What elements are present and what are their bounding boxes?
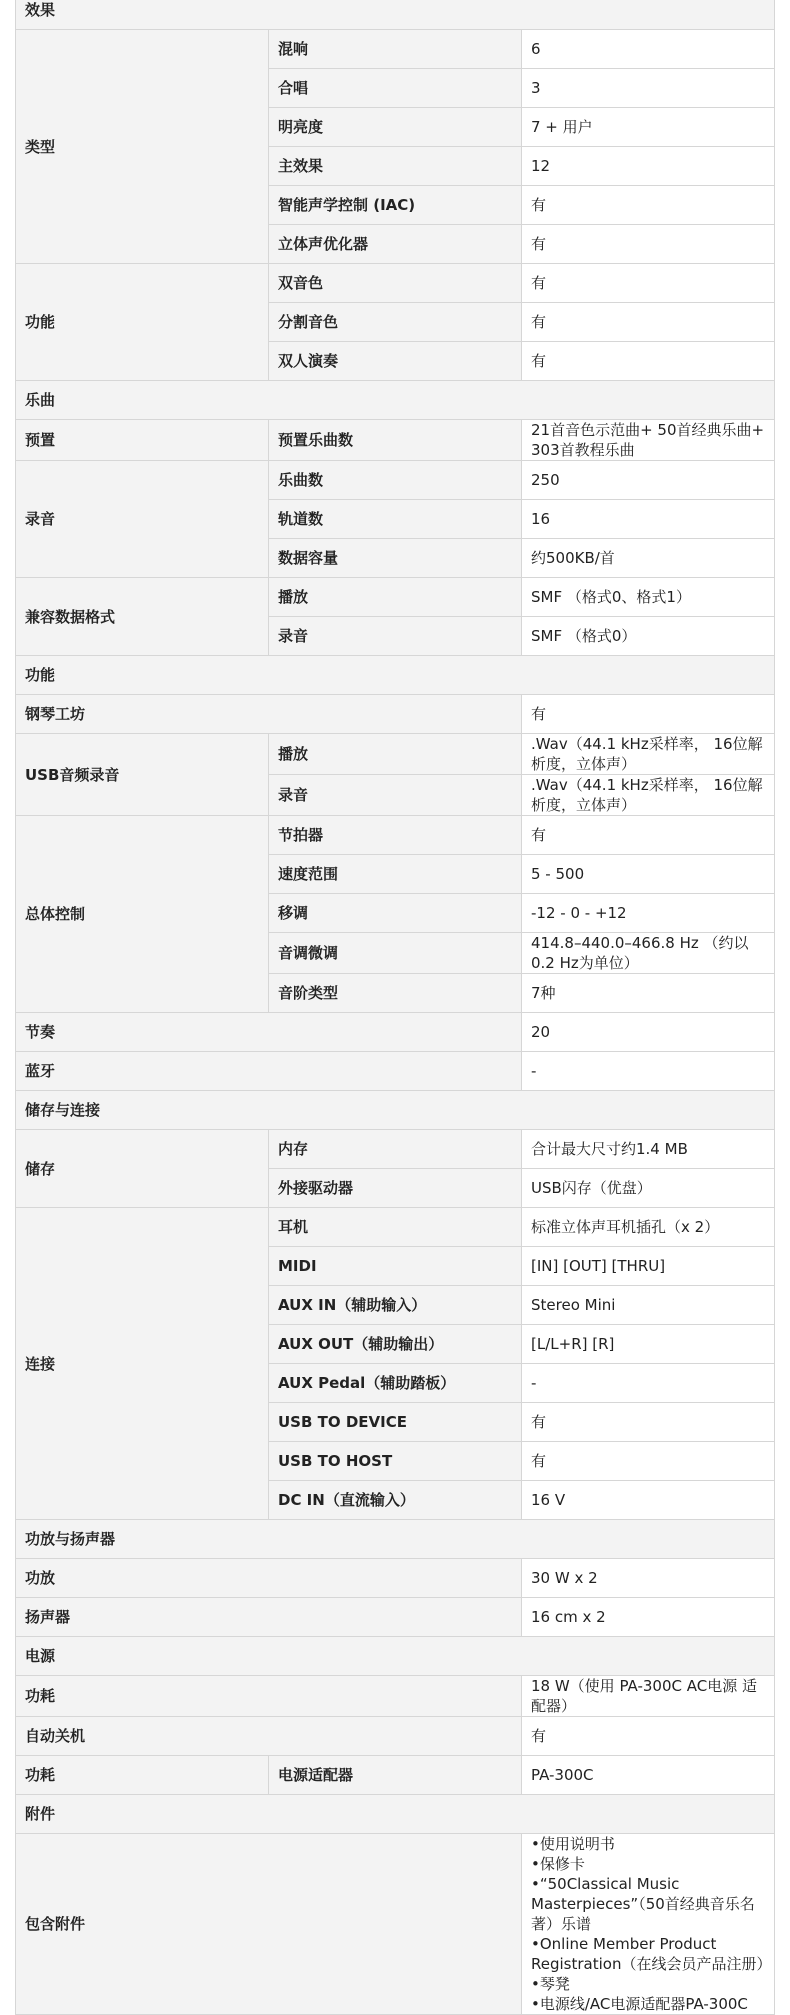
spec-value: 21首音色示范曲+ 50首经典乐曲+ 303首教程乐曲: [522, 420, 775, 461]
spec-row: [16, 1130, 775, 1169]
spec-row: [16, 461, 775, 500]
spec-value: 5 - 500: [522, 855, 775, 894]
spec-name: USB TO DEVICE: [269, 1403, 522, 1442]
group-label: 钢琴工坊: [16, 695, 522, 734]
group-label: 包含附件: [16, 1834, 522, 2015]
spec-value: 约500KB/首: [522, 539, 775, 578]
spec-value: 有: [522, 342, 775, 381]
spec-value: 合计最大尺寸约1.4 MB: [522, 1130, 775, 1169]
spec-value: 16 V: [522, 1481, 775, 1520]
spec-row: [16, 1598, 775, 1637]
spec-row: [16, 264, 775, 303]
group-label: 储存: [16, 1130, 269, 1208]
spec-value: -12 - 0 - +12: [522, 894, 775, 933]
spec-value: 12: [522, 147, 775, 186]
spec-value: USB闪存（优盘）: [522, 1169, 775, 1208]
spec-name: AUX Pedal（辅助踏板）: [269, 1364, 522, 1403]
section-title: 效果: [16, 0, 775, 30]
spec-value: 有: [522, 303, 775, 342]
group-label: 自动关机: [16, 1717, 522, 1756]
group-label: 功耗: [16, 1676, 522, 1717]
spec-row: [16, 1052, 775, 1091]
spec-name: 明亮度: [269, 108, 522, 147]
spec-value: 有: [522, 695, 775, 734]
spec-value: 414.8–440.0–466.8 Hz （约以0.2 Hz为单位）: [522, 933, 775, 974]
spec-name: 主效果: [269, 147, 522, 186]
spec-value: [IN] [OUT] [THRU]: [522, 1247, 775, 1286]
spec-name: 音阶类型: [269, 974, 522, 1013]
spec-row: [16, 1559, 775, 1598]
spec-name: 录音: [269, 775, 522, 816]
group-label: 功耗: [16, 1756, 269, 1795]
spec-value: .Wav（44.1 kHz采样率， 16位解析度，立体声）: [522, 734, 775, 775]
group-label: 兼容数据格式: [16, 578, 269, 656]
spec-value: 有: [522, 186, 775, 225]
spec-value: 7种: [522, 974, 775, 1013]
spec-value: 3: [522, 69, 775, 108]
section-title: 储存与连接: [16, 1091, 775, 1130]
spec-value: 16: [522, 500, 775, 539]
section-title: 功放与扬声器: [16, 1520, 775, 1559]
accessory-item: •使用说明书: [531, 1835, 615, 1853]
spec-name: 外接驱动器: [269, 1169, 522, 1208]
spec-value: 18 W（使用 PA-300C AC电源 适配器）: [522, 1676, 775, 1717]
spec-name: 分割音色: [269, 303, 522, 342]
spec-value: 有: [522, 264, 775, 303]
spec-name: 预置乐曲数: [269, 420, 522, 461]
group-label: 预置: [16, 420, 269, 461]
spec-value: 7 + 用户: [522, 108, 775, 147]
spec-name: 智能声学控制 (IAC): [269, 186, 522, 225]
spec-name: 双音色: [269, 264, 522, 303]
spec-name: 内存: [269, 1130, 522, 1169]
spec-row: [16, 578, 775, 617]
spec-name: AUX IN（辅助输入）: [269, 1286, 522, 1325]
spec-value: -: [522, 1052, 775, 1091]
section-title: 乐曲: [16, 381, 775, 420]
spec-value: 有: [522, 816, 775, 855]
section-header-row: [16, 1520, 775, 1559]
section-header-row: [16, 1795, 775, 1834]
spec-name: 耳机: [269, 1208, 522, 1247]
section-header-row: [16, 1637, 775, 1676]
spec-row: [16, 1834, 775, 2015]
spec-value: SMF （格式0）: [522, 617, 775, 656]
group-label: 蓝牙: [16, 1052, 522, 1091]
group-label: 类型: [16, 30, 269, 264]
spec-value: 有: [522, 1717, 775, 1756]
spec-name: 音调微调: [269, 933, 522, 974]
spec-value: 16 cm x 2: [522, 1598, 775, 1637]
spec-name: 立体声优化器: [269, 225, 522, 264]
accessory-item: •琴凳: [531, 1975, 570, 1993]
section-header-row: [16, 656, 775, 695]
spec-row: [16, 30, 775, 69]
section-title: 电源: [16, 1637, 775, 1676]
spec-value: 有: [522, 1442, 775, 1481]
spec-row: [16, 1717, 775, 1756]
spec-name: 轨道数: [269, 500, 522, 539]
spec-name: 合唱: [269, 69, 522, 108]
section-title: 功能: [16, 656, 775, 695]
spec-name: 乐曲数: [269, 461, 522, 500]
spec-value: 30 W x 2: [522, 1559, 775, 1598]
group-label: 功能: [16, 264, 269, 381]
spec-name: 电源适配器: [269, 1756, 522, 1795]
spec-name: 录音: [269, 617, 522, 656]
section-header-row: [16, 1091, 775, 1130]
spec-name: 移调: [269, 894, 522, 933]
spec-name: AUX OUT（辅助输出）: [269, 1325, 522, 1364]
spec-value: PA-300C: [522, 1756, 775, 1795]
spec-name: 播放: [269, 578, 522, 617]
group-label: 扬声器: [16, 1598, 522, 1637]
spec-value: 标准立体声耳机插孔（x 2）: [522, 1208, 775, 1247]
group-label: USB音频录音: [16, 734, 269, 816]
spec-value: 有: [522, 225, 775, 264]
spec-value: 20: [522, 1013, 775, 1052]
group-label: 节奏: [16, 1013, 522, 1052]
spec-value: 250: [522, 461, 775, 500]
spec-row: [16, 1208, 775, 1247]
spec-row: [16, 816, 775, 855]
spec-row: [16, 1756, 775, 1795]
spec-name: 双人演奏: [269, 342, 522, 381]
spec-value: SMF （格式0、格式1）: [522, 578, 775, 617]
section-title: 附件: [16, 1795, 775, 1834]
spec-name: DC IN（直流输入）: [269, 1481, 522, 1520]
group-label: 录音: [16, 461, 269, 578]
group-label: 功放: [16, 1559, 522, 1598]
spec-name: USB TO HOST: [269, 1442, 522, 1481]
spec-value: 有: [522, 1403, 775, 1442]
spec-value: [L/L+R] [R]: [522, 1325, 775, 1364]
spec-row: [16, 1013, 775, 1052]
spec-value: 6: [522, 30, 775, 69]
accessory-list: [522, 1834, 775, 2015]
accessory-item: •Online Member Product Registration（在线会员产品注册）: [531, 1935, 772, 1973]
spec-row: [16, 734, 775, 775]
spec-table: [15, 0, 775, 2015]
spec-value: .Wav（44.1 kHz采样率， 16位解析度，立体声）: [522, 775, 775, 816]
spec-name: 速度范围: [269, 855, 522, 894]
spec-name: 播放: [269, 734, 522, 775]
spec-value: -: [522, 1364, 775, 1403]
spec-row: [16, 420, 775, 461]
spec-name: 节拍器: [269, 816, 522, 855]
group-label: 总体控制: [16, 816, 269, 1013]
spec-name: 数据容量: [269, 539, 522, 578]
section-header-row: [16, 0, 775, 30]
spec-name: MIDI: [269, 1247, 522, 1286]
accessory-item: •电源线/AC电源适配器PA-300C: [531, 1995, 748, 2013]
spec-value: Stereo Mini: [522, 1286, 775, 1325]
spec-row: [16, 695, 775, 734]
spec-name: 混响: [269, 30, 522, 69]
group-label: 连接: [16, 1208, 269, 1520]
accessory-item: •保修卡: [531, 1855, 585, 1873]
spec-table-body: [16, 0, 775, 2015]
accessory-item: •“50Classical Music Masterpieces”（50首经典音乐名著）乐谱: [531, 1875, 755, 1933]
section-header-row: [16, 381, 775, 420]
spec-row: [16, 1676, 775, 1717]
